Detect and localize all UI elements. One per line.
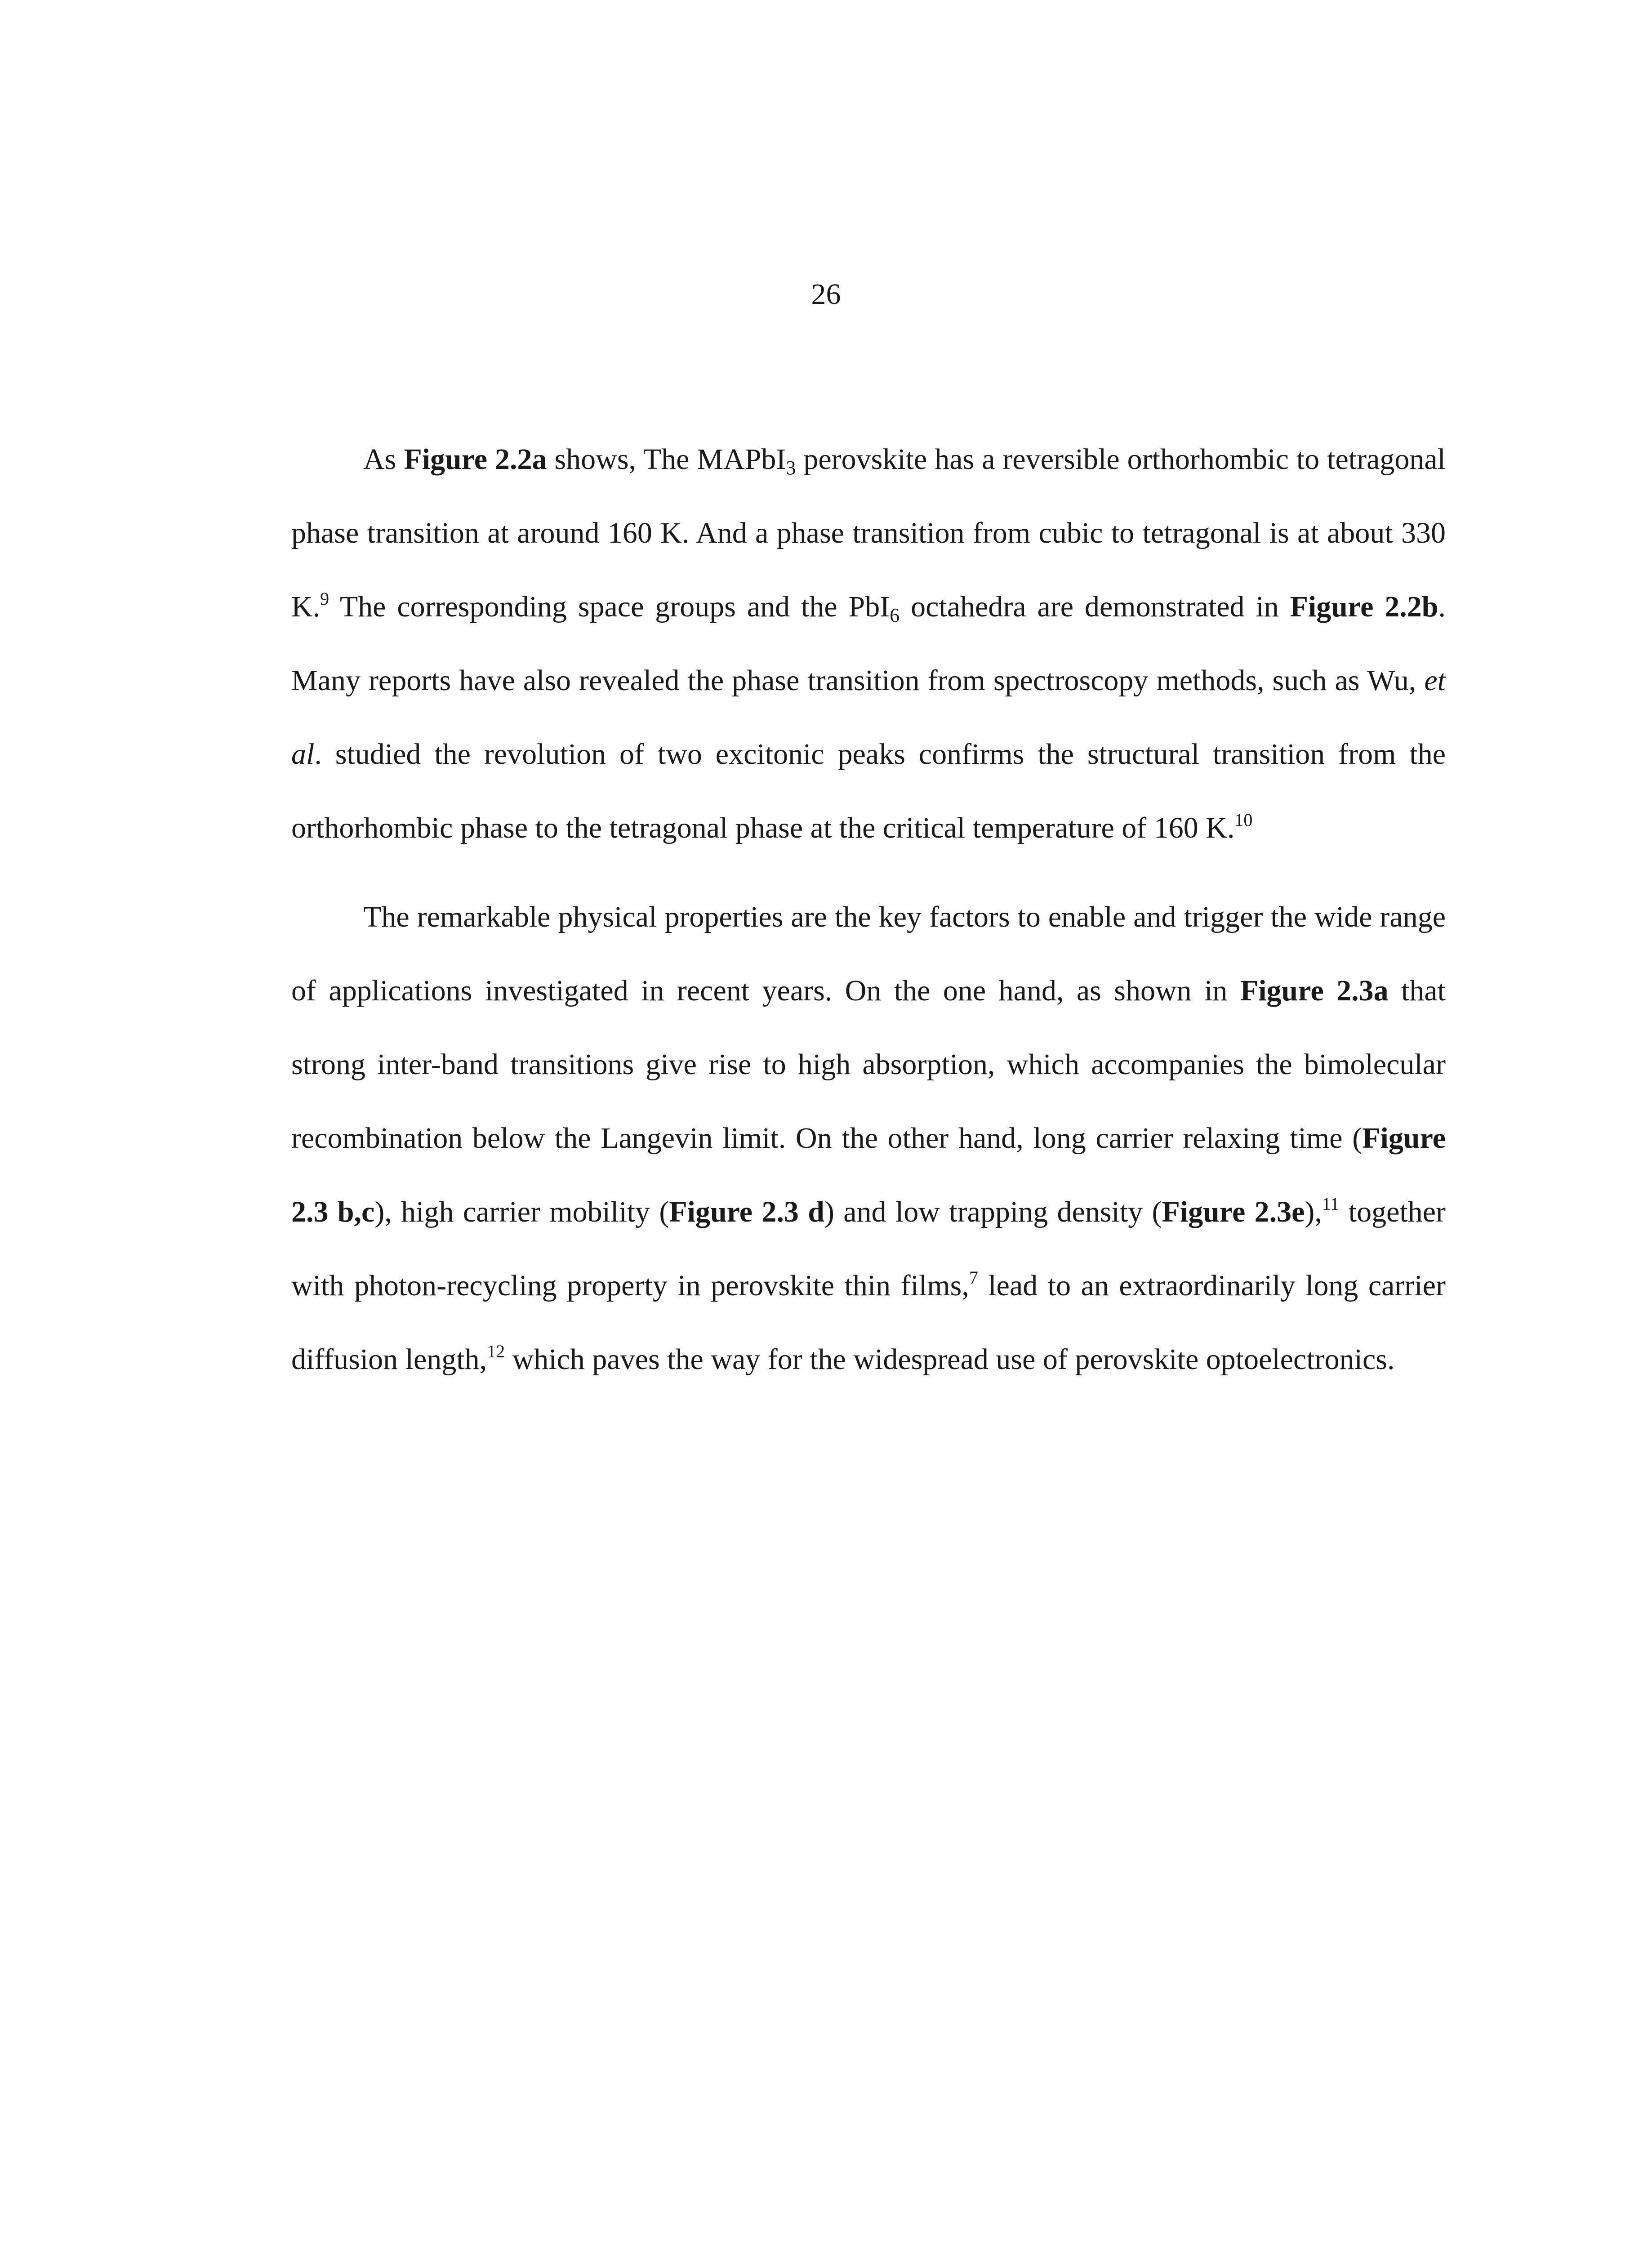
- citation-superscript: 9: [320, 589, 330, 609]
- text-run: . Many reports have also revealed the phase transition from spectroscopy methods, such as Wu,: [291, 590, 1446, 697]
- text-run: shows, The MAPbI: [547, 443, 786, 476]
- page-number: 26: [811, 278, 841, 311]
- text-run: ), high carrier mobility (: [374, 1195, 669, 1228]
- figure-reference: Figure 2.3e: [1162, 1195, 1305, 1228]
- figure-reference: Figure 2.2b: [1290, 590, 1438, 623]
- text-run: ) and low trapping density (: [824, 1195, 1162, 1228]
- text-run: together with photon-recycling property in perovskite thin films,: [291, 1195, 1446, 1302]
- text-run: lead to an extraordinarily long carrier diffusion length,: [291, 1269, 1446, 1376]
- text-run: . studied the revolution of two excitonic peaks confirms the structural transition from the orthorhombic phase to the tetragonal phase at the critical temperature of 160 K.: [291, 738, 1446, 844]
- paragraph-physical-properties: [291, 880, 1446, 1396]
- text-run: that strong inter-band transitions give rise to high absorption, which accompanies the bimolecular recombination below the Langevin limit. On the other hand, long carrier relaxing time (: [291, 974, 1446, 1155]
- text-run: octahedra are demonstrated in: [899, 590, 1290, 623]
- text-run: The remarkable physical properties are the key factors to enable and trigger the wide range of applications investigated in recent years. On the one hand, as shown in: [291, 901, 1446, 1007]
- text-run: perovskite has a reversible orthorhombic to tetragonal phase transition at around 160 K. And a phase transition from cubic to tetragonal is at about 330 K.: [291, 443, 1446, 623]
- citation-superscript: 10: [1234, 810, 1253, 830]
- chemical-subscript: 3: [786, 457, 796, 479]
- text-run: As: [363, 443, 404, 476]
- figure-reference: Figure 2.3 d: [669, 1195, 824, 1228]
- figure-reference: Figure 2.2a: [404, 443, 547, 476]
- body-text: [291, 423, 1446, 1396]
- paragraph-phase-transition: [291, 423, 1446, 865]
- text-run: which paves the way for the widespread use of perovskite optoelectronics.: [505, 1343, 1395, 1376]
- citation-superscript: 12: [487, 1341, 505, 1361]
- citation-superscript: 11: [1322, 1194, 1340, 1214]
- text-run: ),: [1305, 1195, 1322, 1228]
- figure-reference: Figure 2.3 b,c: [291, 1122, 1446, 1228]
- italic-text: et al: [291, 664, 1446, 771]
- citation-superscript: 7: [969, 1267, 978, 1288]
- text-run: The corresponding space groups and the PbI: [329, 590, 890, 623]
- chemical-subscript: 6: [890, 604, 900, 626]
- figure-reference: Figure 2.3a: [1240, 974, 1389, 1007]
